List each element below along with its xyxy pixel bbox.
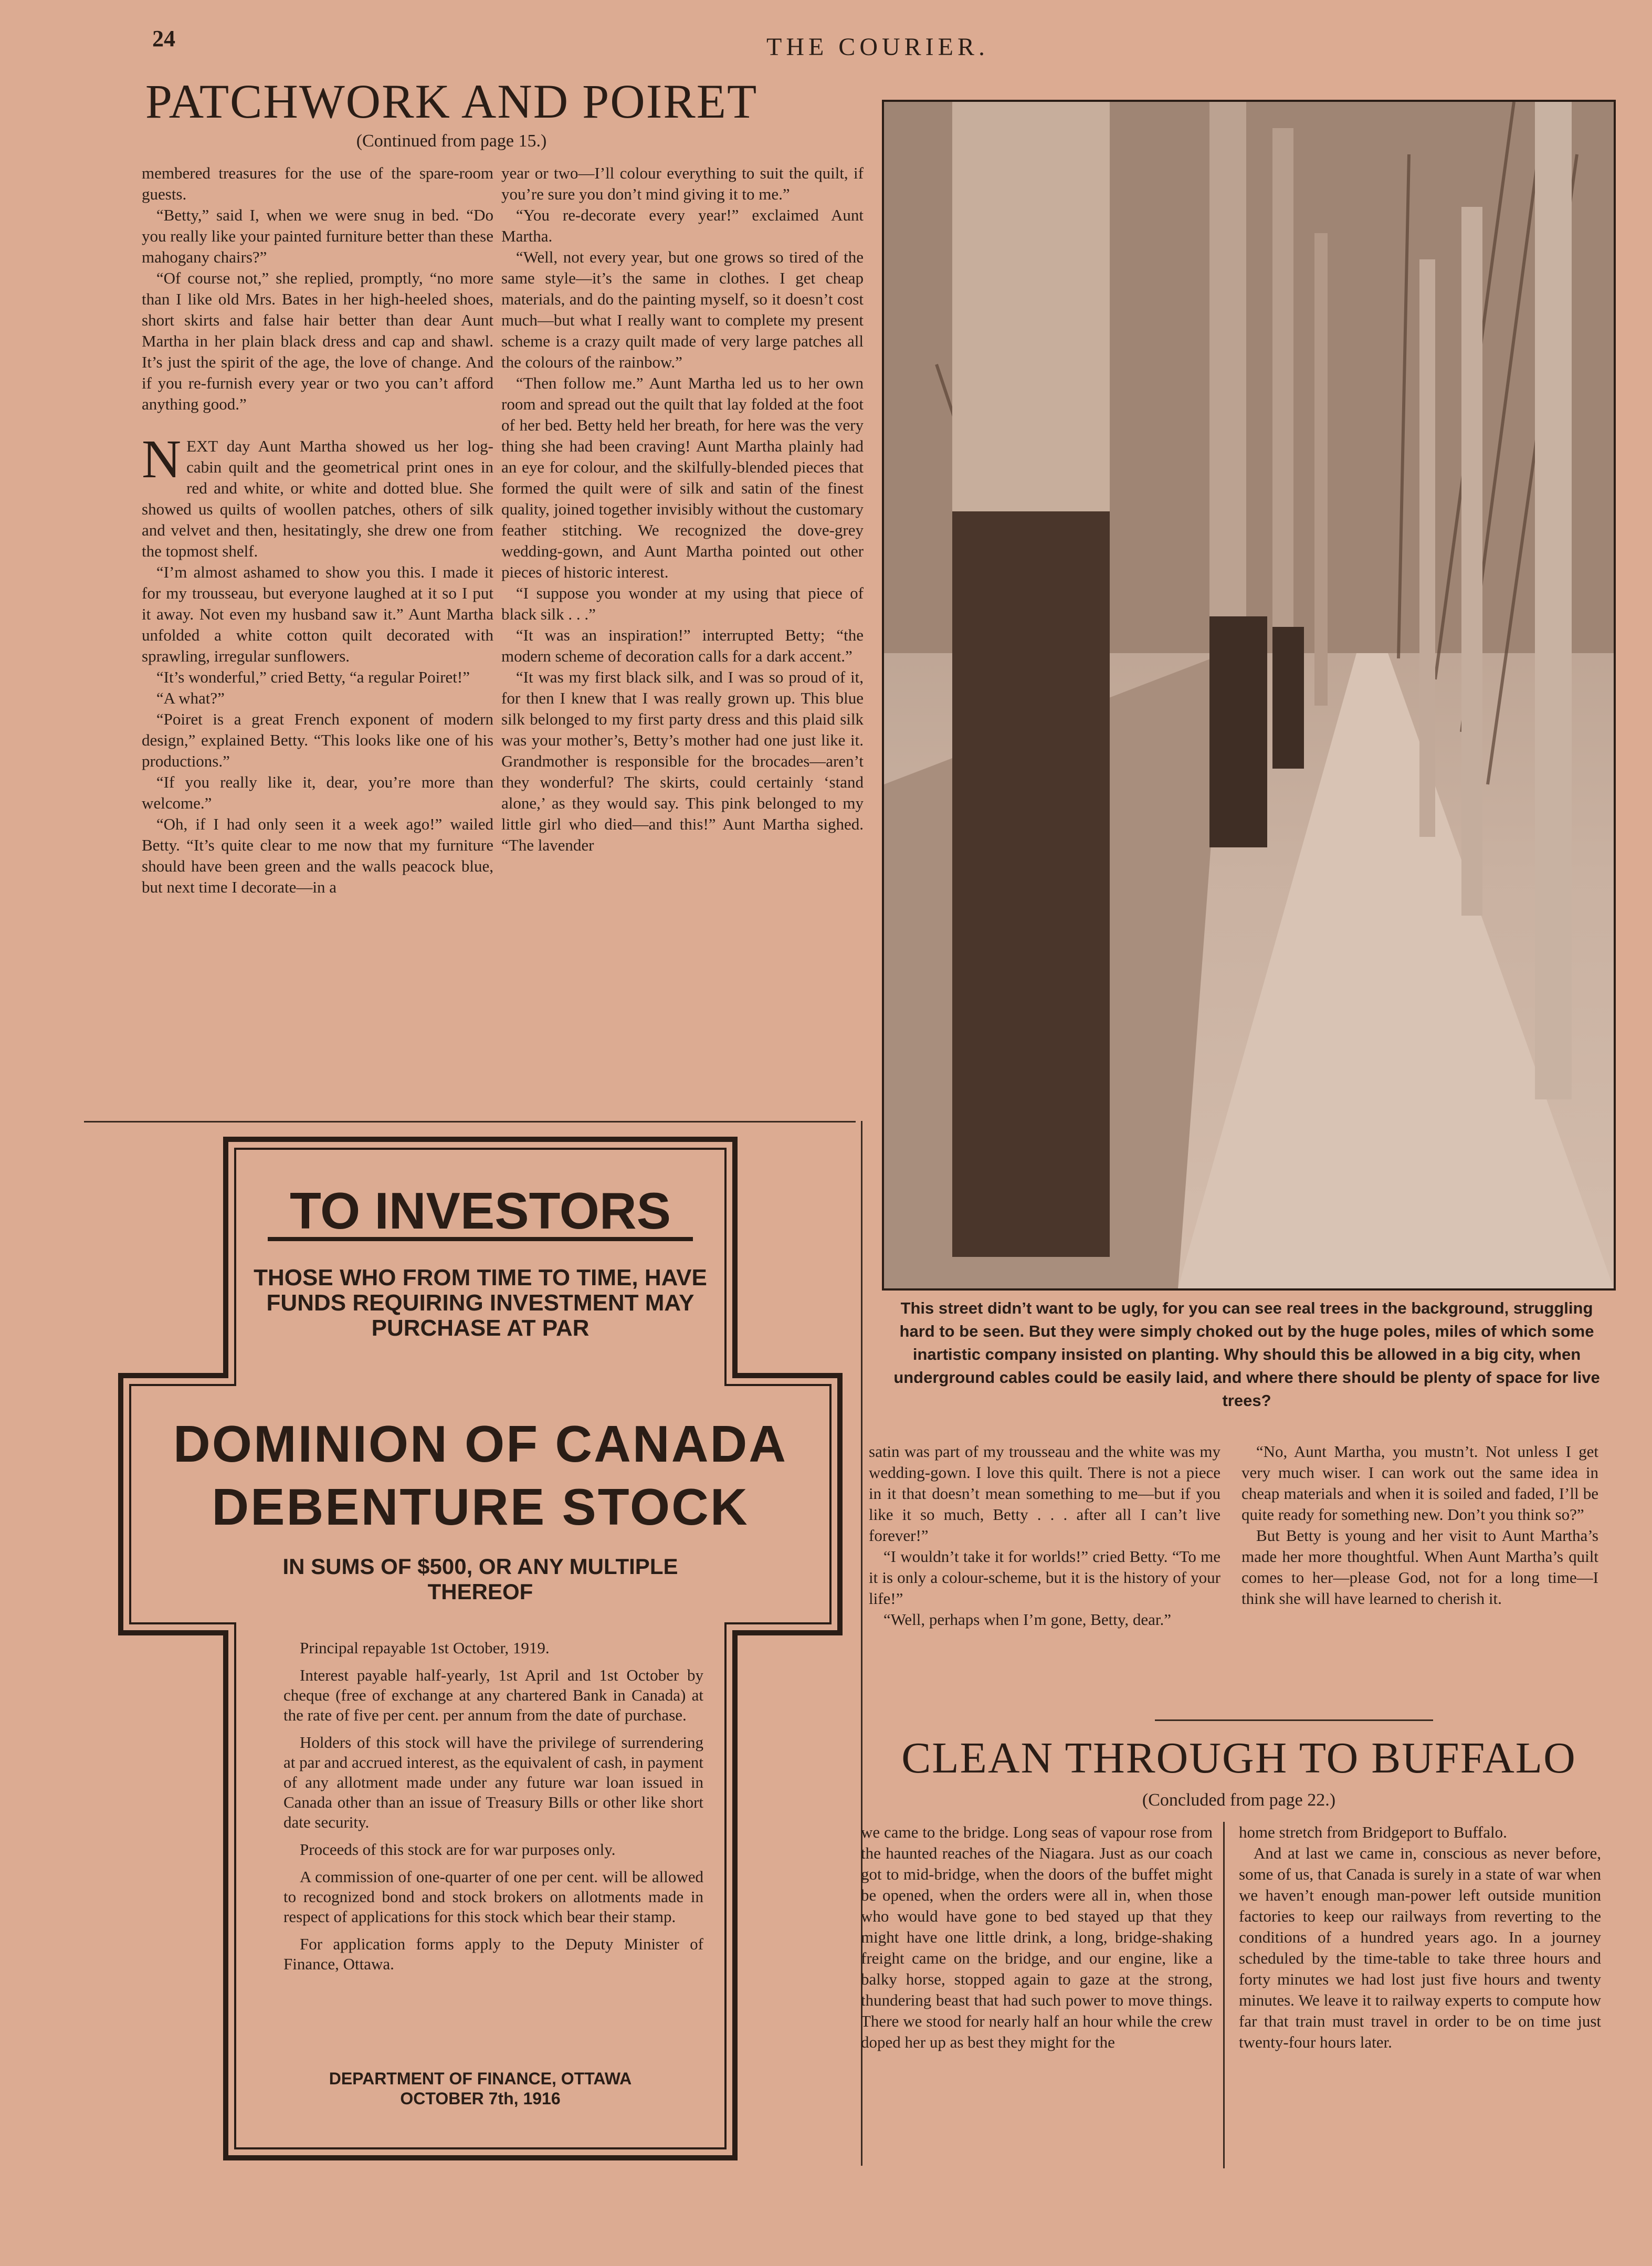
ad-subtitle: THOSE WHO FROM TIME TO TIME, HAVE FUNDS REQUIRING INVESTMENT MAY PURCHASE AT PAR [254, 1265, 707, 1341]
patchwork-column-3 [869, 1441, 1220, 1630]
paragraph: “It’s wonderful,” cried Betty, “a regular Poiret!” [156, 668, 470, 686]
ad-department [241, 2069, 719, 2108]
section-divider [1155, 1719, 1433, 1721]
paragraph: And at last we came in, conscious as never before, some of us, that Canada is surely in a state of war when we haven’t enough man-power left outside munition factories to keep our railways from reverting to the conditions of a hundred years ago. In a journey scheduled by the time-table to take three hours and forty minutes we had lost just five hours and twenty minutes. We leave it to railway experts to compute how far that train must travel in order to be on time just twenty-four hours later. [1239, 1844, 1601, 2051]
ad-paragraph: Proceeds of this stock are for war purposes only. [300, 1840, 616, 1859]
ad-date: OCTOBER 7th, 1916 [400, 2089, 561, 2108]
paragraph: we came to the bridge. Long seas of vapour rose from the haunted reaches of the Niagara. Just as our coach got to mid-bridge, when the doors of the buffet might be opened, when the orders were all in, when those who would have gone to bed stayed up that they might have one little drink, a long, bridge-shaking freight came on the bridge, and our engine, like a balky horse, stopped again to gaze at the strong, thundering beast that had such power to move things. There we stood for nearly half an hour while the crew doped her up as best they might for the [861, 1823, 1213, 2051]
ad-headline-line-2: DEBENTURE STOCK [212, 1478, 749, 1536]
paragraph: “You re-decorate every year!” exclaimed Aunt Martha. [501, 206, 864, 245]
paragraph: NEXT day Aunt Martha showed us her log-cabin quilt and the geometrical print ones in red and white, or white and dotted blue. She showed us quilts of woollen patches, others of silk and velvet and then, hesitatingly, she drew one from the topmost shelf. [142, 429, 493, 560]
paragraph: membered treasures for the use of the spare-room guests. [142, 164, 493, 203]
patchwork-title: PATCHWORK AND POIRET [145, 75, 758, 128]
paragraph: “It was an inspiration!” interrupted Betty; “the modern scheme of decoration calls for a dark accent.” [501, 626, 864, 665]
ad-body [283, 1638, 703, 1981]
investors-advertisement [115, 1134, 845, 2163]
paragraph: “I’m almost ashamed to show you this. I made it for my trousseau, but everyone laughed at it so I put it away. Not even my husband saw it.” Aunt Martha unfolded a white cotton quilt decorated with sprawling, irregular sunflowers. [142, 563, 493, 665]
patchwork-column-4 [1241, 1441, 1598, 1609]
street-poles-image [884, 102, 1614, 1288]
photo-caption: This street didn’t want to be ugly, for you can see real trees in the background, struggling hard to be seen. But they were simply choked out by the huge poles, miles of which some inartistic company insisted on planting. Why should this be allowed in a big city, when underground cables could be easily laid, and where there should be plenty of space for live trees? [893, 1299, 1600, 1410]
paragraph: home stretch from Bridgeport to Buffalo. [1239, 1823, 1507, 1841]
column-rule [1223, 1822, 1225, 2168]
paragraph: “Well, not every year, but one grows so tired of the same style—it’s the same in clothes. I get cheap materials, and do the painting myself, so it doesn’t cost much—but what I really want to complete my present scheme is a crazy quilt made of very large patches all the colours of the rainbow.” [501, 248, 864, 371]
buffalo-column-2 [1239, 1822, 1601, 2053]
paragraph: “Well, perhaps when I’m gone, Betty, dear.” [883, 1610, 1172, 1629]
drop-cap: N [142, 429, 182, 489]
paragraph: “Poiret is a great French exponent of modern design,” explained Betty. “This looks like one of his productions.” [142, 710, 493, 770]
buffalo-title: CLEAN THROUGH TO BUFFALO [901, 1734, 1576, 1782]
paragraph: “Then follow me.” Aunt Martha led us to her own room and spread out the quilt that lay folded at the foot of her bed. Betty held her breath, for here was the very thing she had been craving! Aunt Martha plainly had an eye for colour, and the skilfully-blended pieces that formed the quilt were of silk and satin of the finest quality, joined together invisibly without the customary feather stitching. We recognized the dove-grey wedding-gown, and Aunt Martha pointed out other pieces of historic interest. [501, 374, 864, 581]
patchwork-column-2 [501, 163, 864, 856]
paragraph: “No, Aunt Martha, you mustn’t. Not unless I get very much wiser. I can work out the same idea in cheap materials and when it is soiled and faded, I’ll be quite ready for something new. Don’t you think so?” [1241, 1442, 1598, 1524]
paragraph: “I wouldn’t take it for worlds!” cried Betty. “To me it is only a colour-scheme, but it is the history of your life!” [869, 1547, 1220, 1608]
street-photo [882, 100, 1616, 1291]
paragraph: satin was part of my trousseau and the white was my wedding-gown. I love this quilt. There is not a piece in it that doesn’t mean something to me—but if you like it so much, Betty . . . after all I can’t live forever!” [869, 1442, 1220, 1545]
buffalo-column-1 [861, 1822, 1213, 2053]
paragraph: But Betty is young and her visit to Aunt Martha’s made her more thoughtful. When Aunt Martha’s quilt comes to her—please God, not for a long time—I think she will have learned to cherish it. [1241, 1526, 1598, 1608]
ad-paragraph: Holders of this stock will have the privilege of surrendering at par and accrued interest, as the equivalent of cash, in payment of any allotment made under any future war loan issued in Canada other than an issue of Treasury Bills or other like short date security. [283, 1733, 703, 1831]
ad-headline [131, 1412, 829, 1538]
patchwork-continued: (Continued from page 15.) [356, 131, 547, 151]
paragraph: “I suppose you wonder at my using that piece of black silk . . .” [501, 584, 864, 623]
ad-paragraph: Principal repayable 1st October, 1919. [300, 1639, 550, 1657]
page-number: 24 [152, 26, 175, 51]
paragraph: “A what?” [156, 689, 225, 707]
ad-sums: IN SUMS OF $500, OR ANY MULTIPLE THEREOF [282, 1554, 678, 1604]
paragraph: year or two—I’ll colour everything to suit the quilt, if you’re sure you don’t mind giving it to me.” [501, 164, 864, 203]
paragraph: “Oh, if I had only seen it a week ago!” wailed Betty. “It’s quite clear to me now that my furniture should have been green and the walls peacock blue, but next time I decorate—in a [142, 815, 493, 896]
ad-paragraph: A commission of one-quarter of one per cent. will be allowed to recognized bond and stock brokers on allotments made in respect of applications for this stock which bear their stamp. [283, 1868, 703, 1926]
buffalo-concluded: (Concluded from page 22.) [1142, 1790, 1336, 1810]
patchwork-column-1 [142, 163, 493, 898]
paragraph: “Betty,” said I, when we were snug in bed. “Do you really like your painted furniture better than these mahogany chairs?” [142, 206, 493, 266]
section-divider [84, 1121, 856, 1122]
ad-paragraph: Interest payable half-yearly, 1st April and 1st October by cheque (free of exchange at any chartered Bank in Canada) at the rate of five per cent. per annum from the date of purchase. [283, 1666, 703, 1724]
running-head: THE COURIER. [766, 33, 989, 61]
ad-department-name: DEPARTMENT OF FINANCE, OTTAWA [329, 2069, 632, 2088]
paragraph: “It was my first black silk, and I was so proud of it, for then I knew that I was really grown up. This blue silk belonged to my first party dress and this plaid silk was your mother’s, Betty’s mother had one just like it. Grandmother is responsible for the brocades—aren’t they wonderful? The skirts, could certainly ‘stand alone,’ as they would say. This pink belonged to my little girl who died—and this!” Aunt Martha sighed. “The lavender [501, 668, 864, 854]
paragraph: “If you really like it, dear, you’re more than welcome.” [142, 773, 493, 812]
ad-headline-line-1: DOMINION OF CANADA [173, 1415, 788, 1473]
paragraph: “Of course not,” she replied, promptly, “no more than I like old Mrs. Bates in her high-heeled shoes, short skirts and false hair better than dear Aunt Martha in her plain black dress and cap and shawl. It’s just the spirit of the age, the love of change. And if you re-furnish every year or two you can’t afford anything good.” [142, 269, 493, 413]
ad-paragraph: For application forms apply to the Deputy Minister of Finance, Ottawa. [283, 1935, 703, 1973]
ad-title: TO INVESTORS [289, 1182, 671, 1240]
